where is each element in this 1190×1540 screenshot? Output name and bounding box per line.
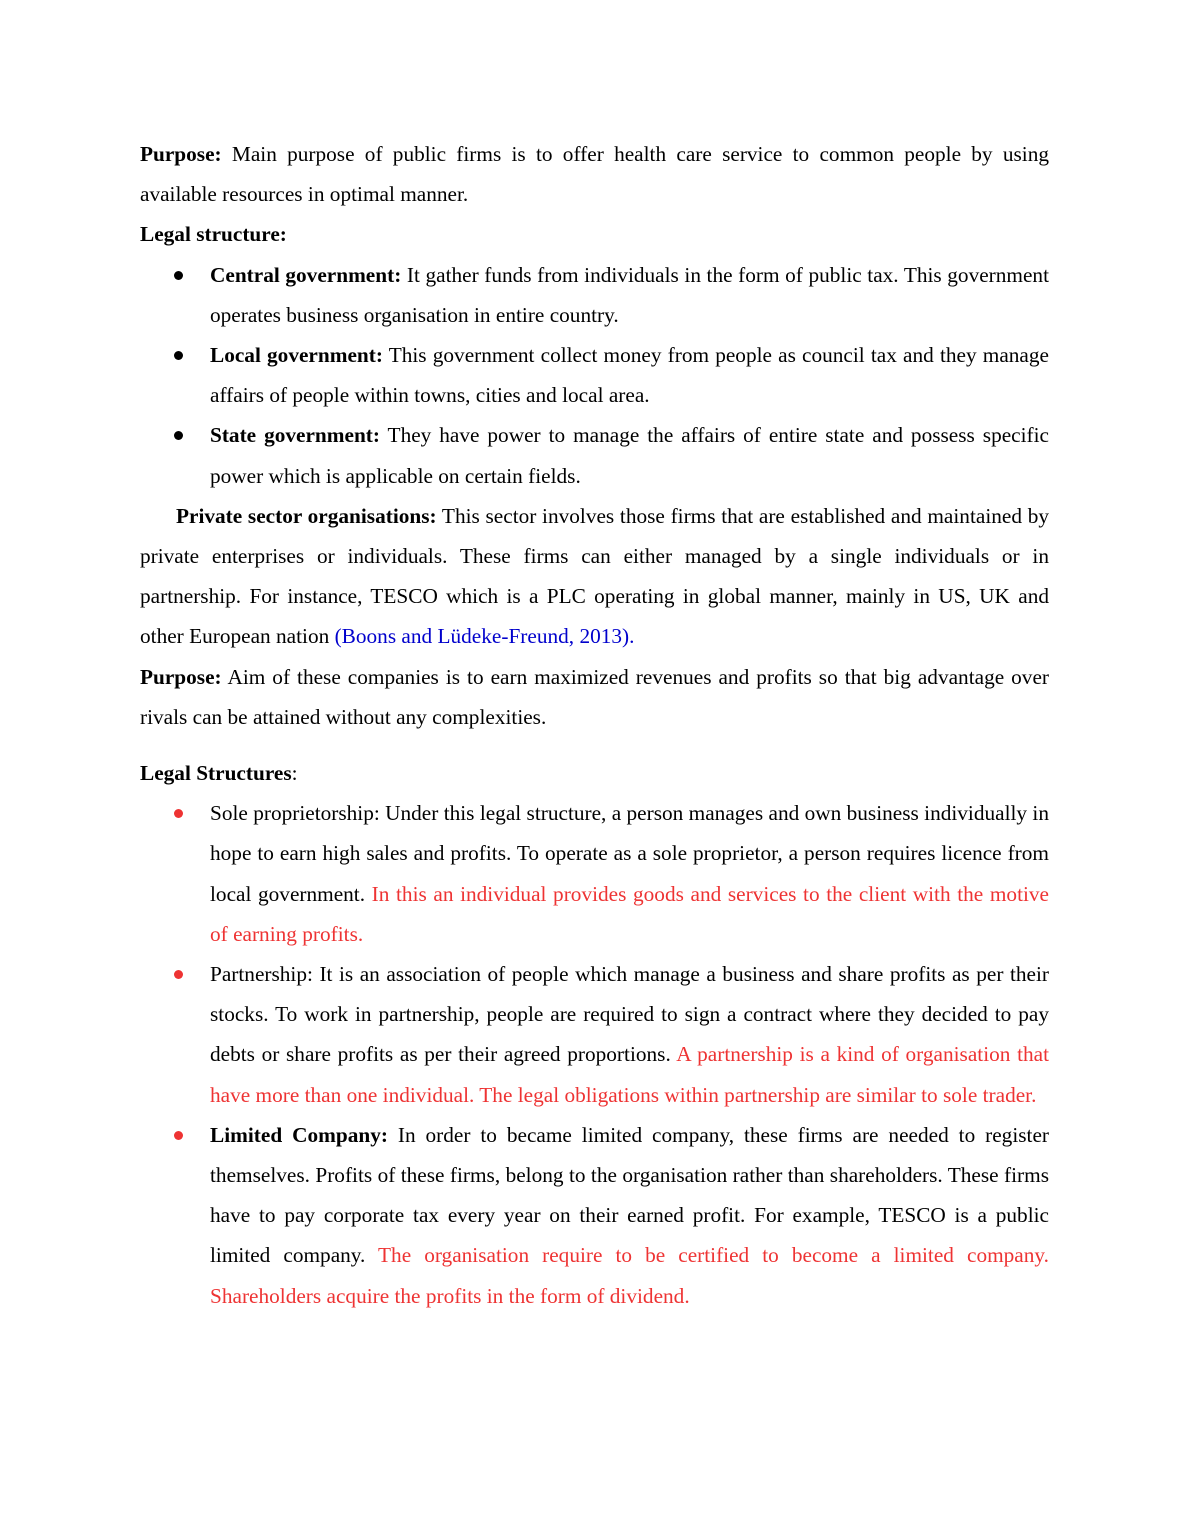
citation-link[interactable]: (Boons and Lüdeke-Freund, 2013).: [334, 624, 635, 649]
public-purpose-label: Purpose:: [140, 142, 222, 166]
list-item-label: State government:: [210, 423, 380, 448]
list-item-text: Partnership: It is an association of people which manage a business and share profits as per their stocks. To work in partnership, people are required to sign a contract where they decided to pay debts or share profits as per their agreed proportions.: [210, 962, 1049, 1067]
list-item-label: Local government:: [210, 343, 383, 368]
private-sector-label: Private sector organisations:: [176, 503, 437, 528]
list-item: [140, 954, 1049, 1115]
private-purpose-label: Purpose:: [140, 664, 222, 689]
private-legal-heading: Legal Structures:: [140, 761, 298, 786]
list-item-red-text: The organisation require to be certified to become a limited company. Shareholders acquire the profits in the form of dividend.: [210, 1243, 1049, 1308]
public-purpose-text: Main purpose of public firms is to offer health care service to common people by using available resources in optimal manner.: [140, 142, 1049, 207]
private-purpose-paragraph: [140, 657, 1049, 737]
private-purpose-text: Aim of these companies is to earn maximized revenues and profits so that big advantage over rivals can be attained without any complexities.: [140, 664, 1049, 729]
list-item-text: It gather funds from individuals in the form of public tax. This government operates business organisation in entire country.: [210, 262, 1049, 327]
list-item-label: Limited Company:: [210, 1122, 388, 1147]
bullet-icon: [174, 809, 183, 818]
list-item: [140, 415, 1049, 495]
bullet-icon: [174, 431, 183, 440]
public-purpose-paragraph: [140, 134, 1049, 214]
public-legal-heading: Legal structure:: [140, 222, 287, 247]
private-sector-text: This sector involves those firms that are established and maintained by private enterprises or individuals. These firms can either managed by a single individuals or in partnership. For instance, TESCO which is a PLC operating in global manner, mainly in US, UK and other European nation: [140, 503, 1049, 649]
list-item-text: In order to became limited company, these firms are needed to register themselves. Profits of these firms, belong to the organisation rather than shareholders. These firms have to pay corporate tax every year on their earned profit. For example, TESCO is a public limited company.: [210, 1122, 1049, 1268]
list-item-label: Central government:: [210, 262, 402, 287]
private-legal-list: [140, 793, 1049, 1316]
list-item-red-text: A partnership is a kind of organisation that have more than one individual. The legal obligations within partnership are similar to sole trader.: [210, 1042, 1050, 1107]
list-item-red-text: In this an individual provides goods and services to the client with the motive of earning profits.: [210, 881, 1049, 946]
document-page: [140, 134, 1049, 1316]
list-item: [140, 255, 1049, 335]
list-item: [140, 335, 1049, 415]
list-item-text: They have power to manage the affairs of entire state and possess specific power which is applicable on certain fields.: [210, 423, 1050, 488]
bullet-icon: [174, 271, 183, 280]
list-item: [140, 1115, 1049, 1316]
bullet-icon: [174, 351, 183, 360]
list-item-text: This government collect money from people as council tax and they manage affairs of people within towns, cities and local area.: [210, 343, 1049, 408]
list-item: [140, 793, 1049, 954]
private-sector-paragraph: [140, 496, 1049, 657]
bullet-icon: [174, 970, 183, 979]
public-legal-list: [140, 255, 1049, 496]
list-item-text: Sole proprietorship: Under this legal structure, a person manages and own business individually in hope to earn high sales and profits. To operate as a sole proprietor, a person requires licence from local government.: [210, 801, 1049, 906]
bullet-icon: [174, 1131, 183, 1140]
